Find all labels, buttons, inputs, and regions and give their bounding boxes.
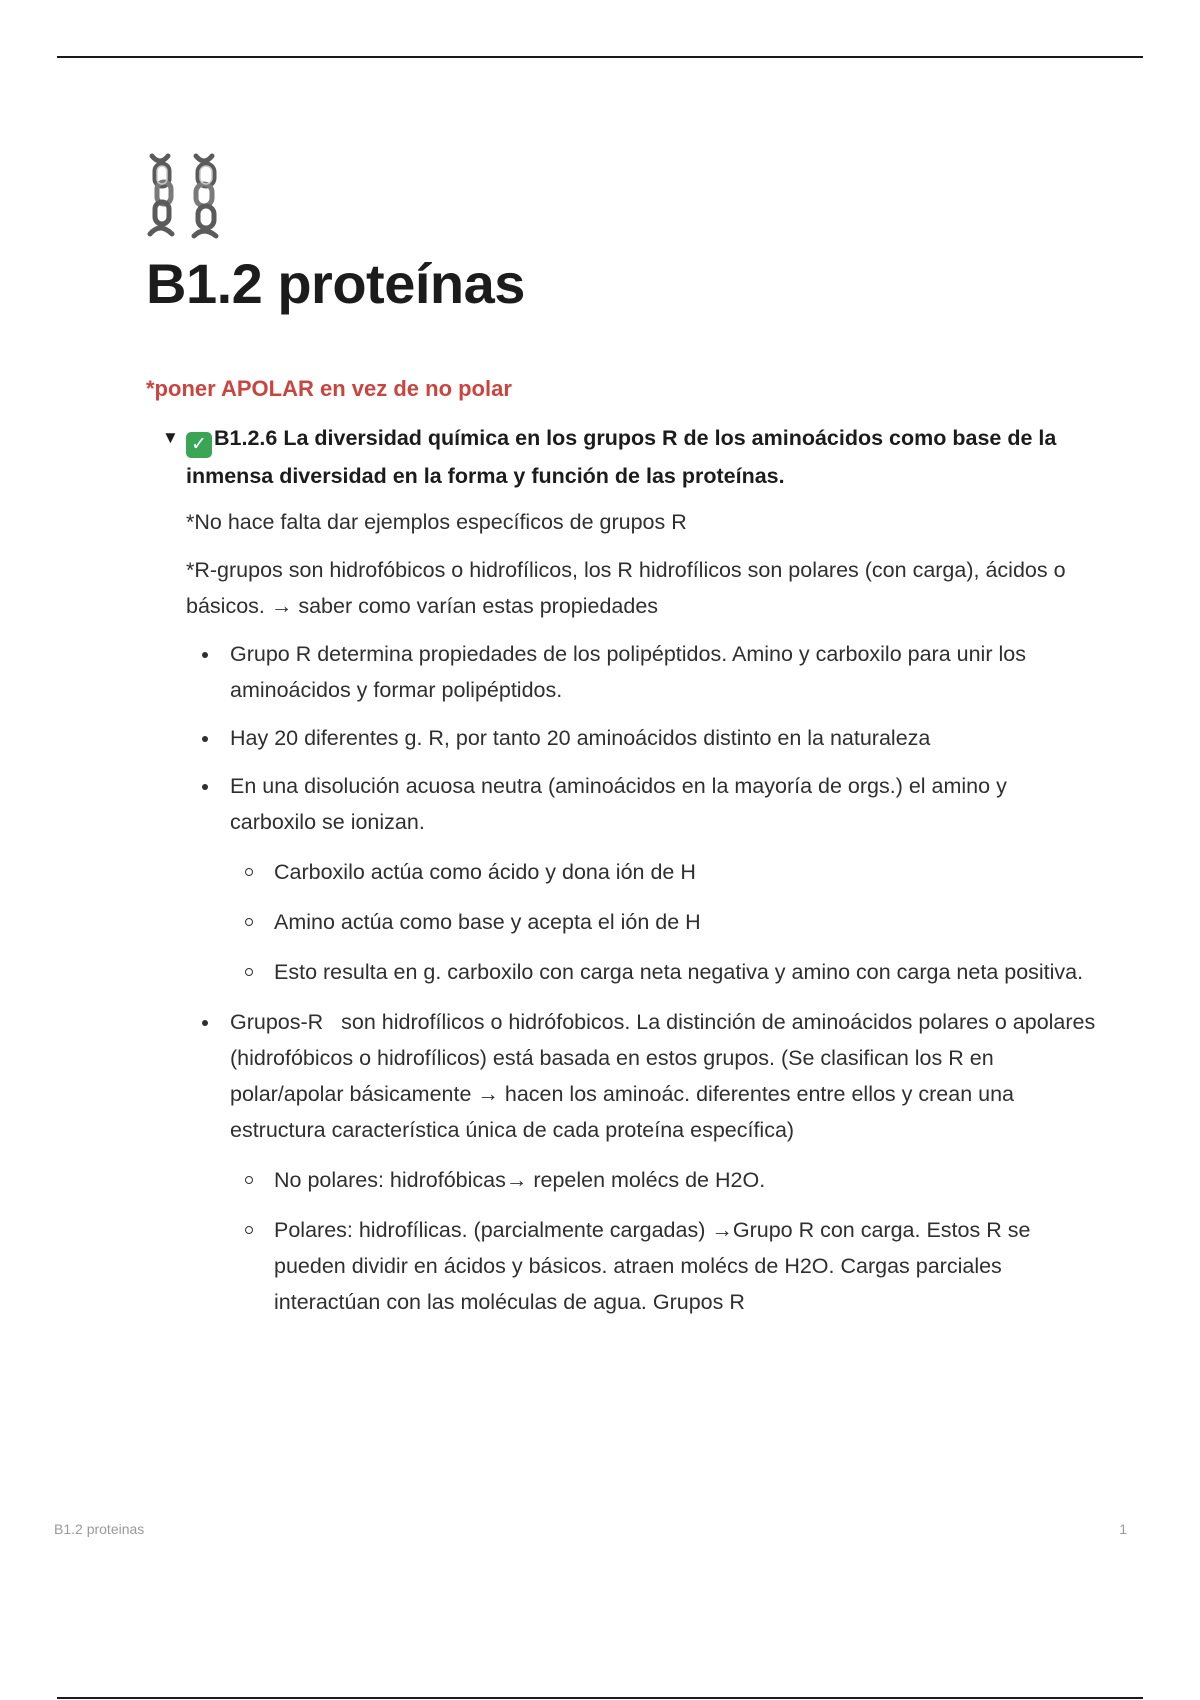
bullet-item [186, 1004, 1102, 1320]
hollow-bullet-icon [245, 918, 253, 926]
bottom-rule [57, 1697, 1143, 1699]
toggle-heading-label: B1.2.6 La diversidad química en los grupos R de los aminoácidos como base de la inmensa diversidad en la forma y función de las proteínas. [186, 426, 1057, 488]
sub-bullet-text: Amino actúa como base y acepta el ión de H [274, 910, 701, 934]
bullet-item [186, 720, 1096, 756]
bullet-item [186, 768, 1096, 990]
footer-page-number: 1 [1119, 1521, 1127, 1537]
bullet-text: Grupos-R son hidrofílicos o hidrófobicos. La distinción de aminoácidos polares o apolares (hidrofóbicos o hidrofílicos) está basada en estos grupos. (Se clasifican los R en polar/apolar básicamente → hacen los aminoác. diferentes entre ellos y crean una estructura característica única de cada proteína específica) [230, 1010, 1102, 1142]
sub-bullet-text: No polares: hidrofóbicas→ repelen molécs de H2O. [274, 1168, 766, 1192]
page-title: B1.2 proteínas [146, 252, 525, 315]
sub-bullet-list [230, 854, 1096, 990]
sub-bullet-text: Esto resulta en g. carboxilo con carga neta negativa y amino con carga neta positiva. [274, 960, 1084, 984]
sub-bullet-text: Polares: hidrofílicas. (parcialmente cargadas) →Grupo R con carga. Estos R se pueden dividir en ácidos y básicos. atraen molécs de H2O. Cargas parciales interactúan con las moléculas de agua. Grupos R [274, 1218, 1031, 1314]
toggle-body [186, 504, 1102, 1320]
toggle-block [162, 420, 1102, 1320]
hollow-bullet-icon [245, 1226, 253, 1234]
hollow-bullet-icon [245, 868, 253, 876]
bullet-text: Grupo R determina propiedades de los polipéptidos. Amino y carboxilo para unir los aminoácidos y formar polipéptidos. [230, 642, 1026, 702]
sub-bullet-item [230, 1212, 1096, 1320]
hollow-bullet-icon [245, 968, 253, 976]
sub-bullet-item [230, 954, 1096, 990]
check-mark-icon: ✓ [186, 432, 212, 458]
bullet-dot-icon [202, 652, 208, 658]
bullet-dot-icon [202, 736, 208, 742]
bullet-text: En una disolución acuosa neutra (aminoácidos en la mayoría de orgs.) el amino y carboxilo se ionizan. [230, 774, 1007, 834]
page-content [146, 150, 1102, 1334]
hollow-bullet-icon [245, 1176, 253, 1184]
note-paragraph: *R-grupos son hidrofóbicos o hidrofílicos, los R hidrofílicos son polares (con carga), ácidos o básicos. → saber como varían estas propiedades [186, 558, 1066, 618]
sub-bullet-item [230, 854, 1096, 890]
note-paragraph: *No hace falta dar ejemplos específicos de grupos R [186, 510, 687, 534]
bullet-dot-icon [202, 784, 208, 790]
chains-icon [146, 150, 226, 242]
toggle-heading[interactable] [162, 420, 1096, 494]
callout-note: *poner APOLAR en vez de no polar [146, 376, 512, 401]
sub-bullet-item [230, 1162, 1096, 1198]
bullet-dot-icon [202, 1020, 208, 1026]
toggle-arrow-icon[interactable]: ▼ [162, 428, 179, 447]
bullet-list [186, 636, 1102, 1320]
sub-bullet-item [230, 904, 1096, 940]
footer-page-title: B1.2 proteinas [54, 1521, 145, 1537]
sub-bullet-text: Carboxilo actúa como ácido y dona ión de H [274, 860, 696, 884]
bullet-text: Hay 20 diferentes g. R, por tanto 20 aminoácidos distinto en la naturaleza [230, 726, 931, 750]
sub-bullet-list [230, 1162, 1096, 1320]
toggle-heading-text [186, 420, 1096, 494]
bullet-item [186, 636, 1096, 708]
top-rule [57, 56, 1143, 58]
